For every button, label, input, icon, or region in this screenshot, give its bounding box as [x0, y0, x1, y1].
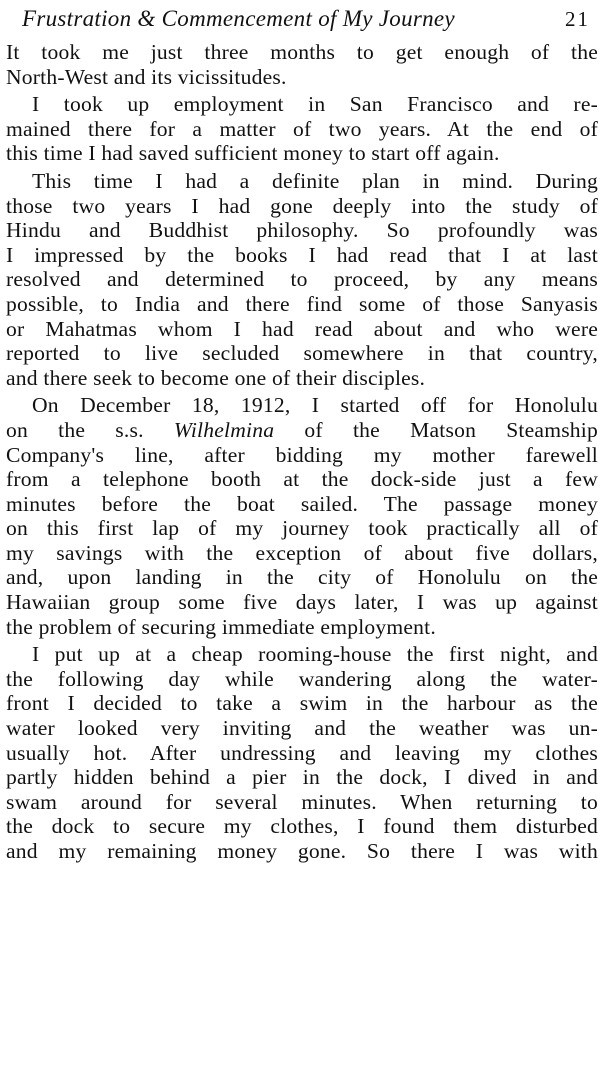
text-line: minutes before the boat sailed. The passage money	[6, 491, 598, 516]
text-line: the dock to secure my clothes, I found them disturbed	[6, 814, 598, 839]
text-line: On December 18, 1912, I started off for Honolulu	[32, 393, 598, 418]
paragraph	[6, 92, 598, 166]
text-line: I impressed by the books I had read that I at last	[6, 242, 598, 267]
text-line: or Mahatmas whom I had read about and who were	[6, 316, 598, 341]
text-line: and my remaining money gone. So there I was with	[6, 839, 598, 863]
text-line: on this first lap of my journey took practically all of	[6, 516, 598, 541]
page-number: 21	[565, 7, 590, 31]
text-line: It took me just three months to get enough of the	[6, 40, 598, 64]
text-line: Hawaiian group some five days later, I was up against	[6, 590, 598, 615]
ship-name: Wilhelmina	[173, 417, 275, 442]
running-head	[6, 0, 598, 40]
text-line: front I decided to take a swim in the harbour as the	[6, 691, 598, 716]
text-line: and there seek to become one of their disciples.	[6, 365, 426, 390]
paragraph	[6, 642, 598, 863]
text-line: this time I had saved sufficient money to start off again.	[6, 141, 500, 166]
text-line: my savings with the exception of about five dollars,	[6, 540, 598, 565]
book-page	[6, 0, 598, 864]
text-line: the following day while wandering along the water-	[6, 666, 598, 691]
text-line: Company's line, after bidding my mother farewell	[6, 442, 598, 467]
text-line: North-West and its vicissitudes.	[6, 64, 287, 89]
paragraph	[6, 40, 598, 89]
text-line: partly hidden behind a pier in the dock, I dived in and	[6, 765, 598, 790]
paragraph	[6, 169, 598, 390]
text-line: swam around for several minutes. When returning to	[6, 789, 598, 814]
text-line: and, upon landing in the city of Honolulu on the	[6, 565, 598, 590]
text-line: those two years I had gone deeply into the study of	[6, 193, 598, 218]
paragraph	[6, 393, 598, 639]
text-line: possible, to India and there find some of those Sanyasis	[6, 291, 598, 316]
text-line: resolved and determined to proceed, by any means	[6, 267, 598, 292]
text-line: I put up at a cheap rooming-house the first night, and	[32, 642, 598, 667]
text-line: Hindu and Buddhist philosophy. So profoundly was	[6, 218, 598, 243]
text-line: This time I had a definite plan in mind. During	[32, 168, 598, 193]
text-line: usually hot. After undressing and leaving my clothes	[6, 740, 598, 765]
text-line: water looked very inviting and the weather was un-	[6, 716, 598, 741]
text-line: mained there for a matter of two years. At the end of	[6, 116, 598, 141]
text-line: on the s.s. Wilhelmina of the Matson Steamship	[6, 417, 598, 442]
text-line: from a telephone booth at the dock-side just a few	[6, 467, 598, 492]
text-line: reported to live secluded somewhere in that country,	[6, 341, 598, 366]
text-line: the problem of securing immediate employment.	[6, 614, 436, 639]
chapter-title: Frustration & Commencement of My Journey	[22, 6, 455, 31]
body-text	[6, 40, 598, 864]
text-line: I took up employment in San Francisco and re-	[32, 92, 598, 117]
